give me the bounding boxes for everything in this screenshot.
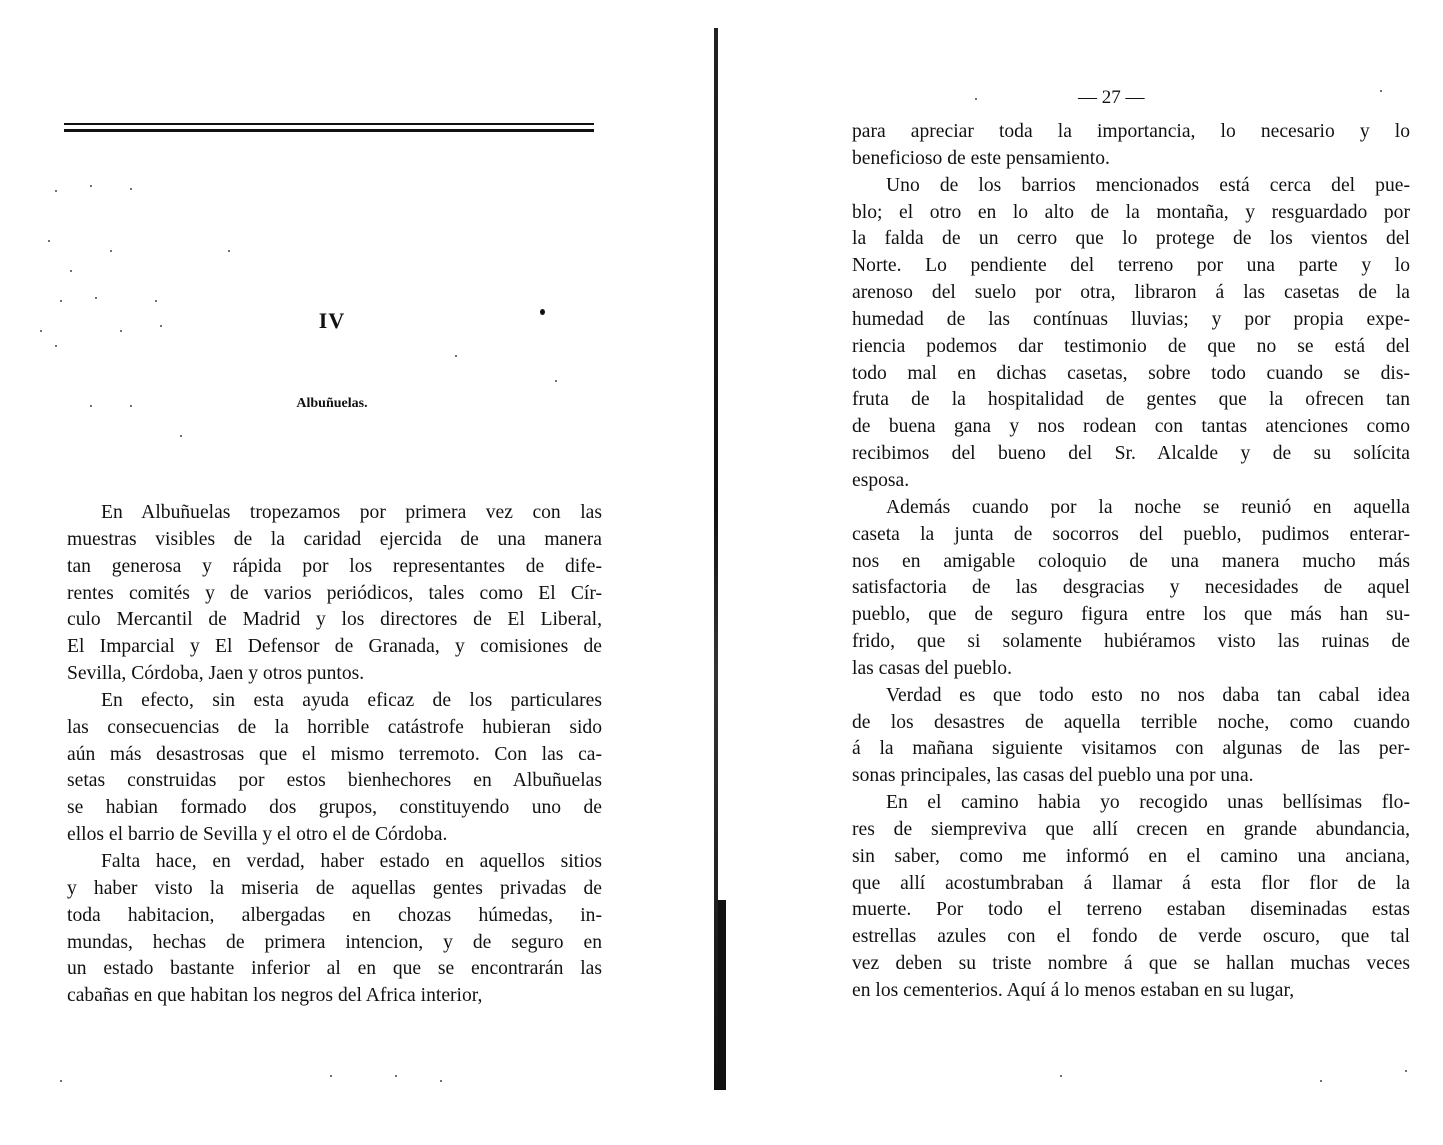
text-line: todo mal en dichas casetas, sobre todo cuando se dis-: [852, 362, 1410, 384]
text-line: culo Mercantil de Madrid y los directores de El Liberal,: [67, 609, 602, 631]
text-line: En efecto, sin esta ayuda eficaz de los particulares: [101, 689, 602, 711]
left-page: [0, 0, 700, 1145]
text-line: toda habitacion, albergadas en chozas húmedas, in-: [67, 904, 602, 926]
text-line: que allí acostumbraban á llamar á esta flor flor de la: [852, 872, 1410, 894]
text-line: nos en amigable coloquio de una manera mucho más: [852, 550, 1410, 572]
text-line: esposa.: [852, 469, 910, 491]
paragraph: [67, 849, 602, 1010]
text-line: pueblo, que de seguro figura entre los que más han su-: [852, 604, 1410, 626]
left-body-text: [67, 500, 602, 1010]
text-line: fruta de la hospitalidad de gentes que la ofrecen tan: [852, 389, 1410, 411]
text-line: humedad de las contínuas lluvias; y por propia expe-: [852, 308, 1410, 330]
scan-speck: [95, 297, 97, 299]
paragraph: [852, 119, 1410, 173]
text-line: El Imparcial y El Defensor de Granada, y comisiones de: [67, 636, 602, 658]
text-line: En el camino habia yo recogido unas bellísimas flo-: [886, 792, 1410, 814]
chapter-number: IV: [318, 308, 346, 333]
scan-speck: [48, 240, 50, 242]
text-line: sonas principales, las casas del pueblo una por una.: [852, 765, 1254, 787]
text-line: de los desastres de aquella terrible noche, como cuando: [852, 711, 1410, 733]
paragraph: [852, 790, 1410, 1005]
text-line: sin saber, como me informó en el camino una anciana,: [852, 845, 1410, 867]
text-line: muestras visibles de la caridad ejercida de una manera: [67, 528, 602, 550]
text-line: de buena gana y nos rodean con tantas atenciones como: [852, 416, 1410, 438]
scan-speck: [975, 98, 977, 100]
text-line: rentes comités y de varios periódicos, tales como El Cír-: [67, 582, 602, 604]
scan-speck: [228, 250, 230, 252]
text-line: Uno de los barrios mencionados está cerca del pue-: [886, 174, 1410, 196]
text-line: Sevilla, Córdoba, Jaen y otros puntos.: [67, 663, 365, 685]
scan-speck: [110, 250, 112, 252]
paragraph: [852, 683, 1410, 790]
text-line: En Albuñuelas tropezamos por primera vez con las: [101, 502, 602, 523]
paragraph: [852, 495, 1410, 683]
text-line: muerte. Por todo el terreno estaban diseminadas estas: [852, 899, 1410, 921]
scan-speck: [455, 355, 457, 357]
text-line: la falda de un cerro que lo protege de los vientos del: [852, 228, 1410, 250]
text-line: vez deben su triste nombre á que se hallan muchas veces: [852, 953, 1410, 975]
text-line: Verdad es que todo esto no nos daba tan cabal idea: [886, 684, 1410, 706]
scan-speck: [395, 1075, 397, 1077]
text-line: cabañas en que habitan los negros del Africa interior,: [67, 985, 483, 1007]
text-line: á la mañana siguiente visitamos con algunas de las per-: [852, 738, 1410, 760]
chapter-title: Albuñuelas.: [296, 396, 368, 411]
scan-speck: [90, 405, 92, 407]
scan-speck: [120, 330, 122, 332]
text-line: se habian formado dos grupos, constituyendo uno de: [67, 797, 602, 819]
scan-speck: [555, 380, 557, 382]
scan-speck: [1060, 1075, 1062, 1077]
scan-speck: [55, 190, 57, 192]
text-line: arenoso del suelo por otra, libraron á las casetas de la: [852, 282, 1410, 304]
text-line: satisfactoria de las desgracias y necesidades de aquel: [852, 577, 1410, 599]
header-rule-thin: [64, 123, 594, 125]
paragraph: [67, 500, 602, 688]
header-rule-thick: [64, 129, 594, 132]
text-line: las casas del pueblo.: [852, 657, 1012, 679]
paragraph: [852, 173, 1410, 495]
right-page: [720, 0, 1443, 1145]
scan-speck: [70, 270, 72, 272]
text-line: setas construidas por estos bienhechores en Albuñuelas: [67, 770, 602, 792]
page-number: — 27 —: [1078, 87, 1145, 108]
scan-speck: [440, 1080, 442, 1082]
text-line: res de siempreviva que allí crecen en grande abundancia,: [852, 818, 1410, 840]
scan-speck: [60, 300, 62, 302]
text-line: blo; el otro en lo alto de la montaña, y resguardado por: [852, 201, 1410, 223]
text-line: tan generosa y rápida por los representantes de dife-: [67, 555, 602, 577]
scan-speck: [180, 435, 182, 437]
text-line: y haber visto la miseria de aquellas gentes privadas de: [67, 877, 602, 899]
text-line: estrellas azules con el fondo de verde oscuro, que tal: [852, 926, 1410, 948]
scan-speck: [130, 188, 132, 190]
text-line: beneficioso de este pensamiento.: [852, 147, 1110, 169]
text-line: para apreciar toda la importancia, lo necesario y lo: [852, 121, 1410, 142]
text-line: riencia podemos dar testimonio de que no se está del: [852, 335, 1410, 357]
text-line: mundas, hechas de primera intencion, y de seguro en: [67, 931, 602, 953]
scan-speck: [160, 325, 162, 327]
scan-speck: [1405, 1070, 1407, 1072]
text-line: en los cementerios. Aquí á lo menos estaban en su lugar,: [852, 980, 1295, 1001]
text-line: un estado bastante inferior al en que se encontrarán las: [67, 958, 602, 980]
scan-speck: [90, 185, 92, 187]
text-line: ellos el barrio de Sevilla y el otro el de Córdoba.: [67, 824, 448, 846]
text-line: Norte. Lo pendiente del terreno por una parte y lo: [852, 255, 1410, 277]
text-line: Además cuando por la noche se reunió en aquella: [886, 496, 1410, 518]
text-line: recibimos del bueno del Sr. Alcalde y de su solícita: [852, 443, 1410, 465]
scan-speck: [130, 405, 132, 407]
scan-speck: [1320, 1080, 1322, 1082]
scan-speck: [330, 1075, 332, 1077]
paragraph: [67, 688, 602, 849]
right-body-text: [852, 119, 1410, 1005]
scan-speck: [60, 1080, 62, 1082]
scan-speck: [40, 330, 42, 332]
scan-speck: [155, 300, 157, 302]
scan-speck: [55, 345, 57, 347]
text-line: aún más desastrosas que el mismo terremoto. Con las ca-: [67, 743, 602, 765]
text-line: Falta hace, en verdad, haber estado en aquellos sitios: [101, 850, 602, 872]
text-line: frido, que si solamente hubiéramos visto las ruinas de: [852, 631, 1410, 653]
text-line: caseta la junta de socorros del pueblo, pudimos enterar-: [852, 523, 1410, 545]
scan-speck: [1380, 90, 1382, 92]
text-line: las consecuencias de la horrible catástrofe hubieran sido: [67, 716, 602, 738]
